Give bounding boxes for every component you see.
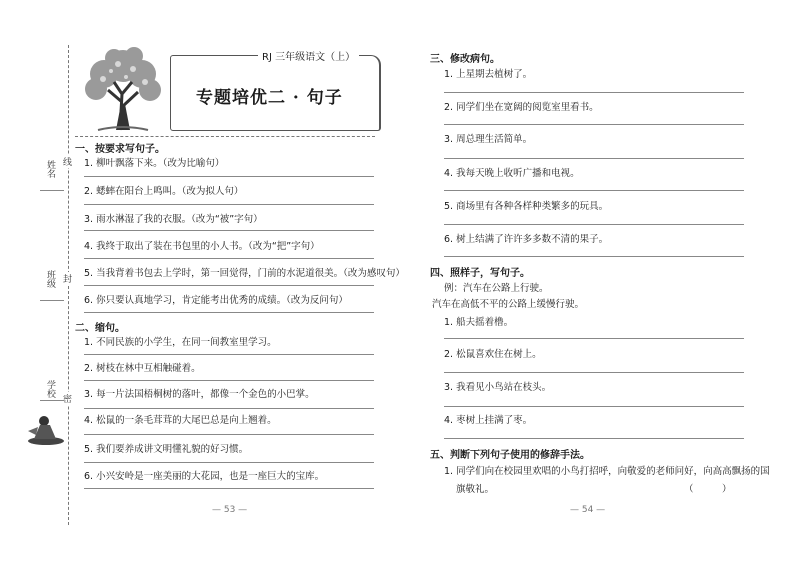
answer-line[interactable]: [444, 92, 744, 93]
section4-item-2: 2. 松鼠喜欢住在树上。: [444, 349, 542, 360]
section2-heading: 二、缩句。: [75, 323, 125, 334]
answer-line[interactable]: [84, 462, 374, 463]
section3-item-4: 4. 我每天晚上收听广播和电视。: [444, 168, 580, 179]
grade-label: RJ 三年级语文（上）: [258, 48, 359, 63]
section2-item-1: 1. 不同民族的小学生，在同一间教室里学习。: [84, 337, 277, 348]
header-divider: [75, 136, 375, 137]
section4-item-1: 1. 船夫摇着橹。: [444, 317, 514, 328]
section4-example-1: 例：汽车在公路上行驶。: [444, 283, 549, 294]
section2-item-2: 2. 树枝在林中互相触碰着。: [84, 363, 201, 374]
page-number-left: — 53 —: [212, 505, 248, 515]
section4-example-2: 汽车在高低不平的公路上缓慢行驶。: [432, 299, 585, 310]
section2-item-3: 3. 每一片法国梧桐树的落叶，都像一个金色的小巴掌。: [84, 389, 315, 400]
answer-line[interactable]: [84, 312, 374, 313]
section1-item-5: 5. 当我背着书包去上学时，第一回觉得，门前的水泥道很美。（改为感叹句）: [84, 268, 405, 279]
answer-line[interactable]: [84, 380, 374, 381]
section4-item-3: 3. 我看见小鸟站在枝头。: [444, 382, 552, 393]
section5-item-1-line1: 1. 同学们向在校园里欢唱的小鸟打招呼，向敬爱的老师问好，向高高飘扬的国: [444, 466, 770, 477]
section1-item-1: 1. 柳叶飘落下来。（改为比喻句）: [84, 158, 225, 169]
tree-icon: [78, 44, 168, 132]
school-line: [40, 400, 64, 401]
answer-line[interactable]: [444, 406, 744, 407]
answer-line[interactable]: [444, 438, 744, 439]
answer-line[interactable]: [444, 224, 744, 225]
name-label: 姓名: [45, 160, 55, 178]
answer-paren[interactable]: （ ）: [684, 484, 732, 495]
section3-heading: 三、修改病句。: [430, 54, 500, 65]
section1-item-2: 2. 蟋蟀在阳台上鸣叫。（改为拟人句）: [84, 186, 244, 197]
page-title: 专题培优二 · 句子: [196, 88, 343, 108]
answer-line[interactable]: [84, 230, 374, 231]
binding-mark-close: 密: [63, 392, 72, 405]
section2-item-5: 5. 我们要养成讲文明懂礼貌的好习惯。: [84, 444, 249, 455]
answer-line[interactable]: [84, 488, 374, 489]
section4-item-4: 4. 枣树上挂满了枣。: [444, 415, 533, 426]
school-label: 学校: [45, 380, 55, 398]
section4-heading: 四、照样子，写句子。: [430, 268, 530, 279]
answer-line[interactable]: [84, 204, 374, 205]
section2-item-6: 6. 小兴安岭是一座美丽的大花园，也是一座巨大的宝库。: [84, 471, 325, 482]
reading-figure-icon: [24, 413, 68, 447]
answer-line[interactable]: [84, 176, 374, 177]
section1-item-6: 6. 你只要认真地学习，肯定能考出优秀的成绩。（改为反问句）: [84, 295, 348, 306]
answer-line[interactable]: [444, 338, 744, 339]
section2-item-4: 4. 松鼠的一条毛茸茸的大尾巴总是向上翘着。: [84, 415, 277, 426]
name-line: [40, 190, 64, 191]
answer-line[interactable]: [444, 256, 744, 257]
answer-line[interactable]: [444, 158, 744, 159]
answer-line[interactable]: [84, 285, 374, 286]
section3-item-1: 1. 上星期去植树了。: [444, 69, 533, 80]
binding-dashed-line: [68, 45, 69, 525]
binding-mark-seal: 封: [63, 272, 72, 285]
page-number-right: — 54 —: [570, 505, 606, 515]
answer-line[interactable]: [84, 434, 374, 435]
answer-line[interactable]: [444, 124, 744, 125]
section5-item-1-line2: 旗敬礼。: [456, 484, 495, 495]
section1-item-3: 3. 雨水淋湿了我的衣服。（改为“被”字句）: [84, 214, 263, 225]
answer-line[interactable]: [444, 372, 744, 373]
section3-item-2: 2. 同学们坐在宽阔的阅览室里看书。: [444, 102, 599, 113]
binding-mark-line: 线: [63, 155, 72, 168]
section3-item-3: 3. 周总理生活简单。: [444, 134, 533, 145]
section1-item-4: 4. 我终于取出了装在书包里的小人书。（改为“把”字句）: [84, 241, 320, 252]
section3-item-5: 5. 商场里有各种各样种类繁多的玩具。: [444, 201, 609, 212]
section1-heading: 一、按要求写句子。: [75, 144, 165, 155]
answer-line[interactable]: [84, 354, 374, 355]
section5-heading: 五、判断下列句子使用的修辞手法。: [430, 450, 590, 461]
answer-line[interactable]: [84, 258, 374, 259]
class-line: [40, 300, 64, 301]
section3-item-6: 6. 树上结满了许许多多数不清的果子。: [444, 234, 609, 245]
answer-line[interactable]: [444, 190, 744, 191]
answer-line[interactable]: [84, 408, 374, 409]
class-label: 班级: [45, 270, 55, 288]
